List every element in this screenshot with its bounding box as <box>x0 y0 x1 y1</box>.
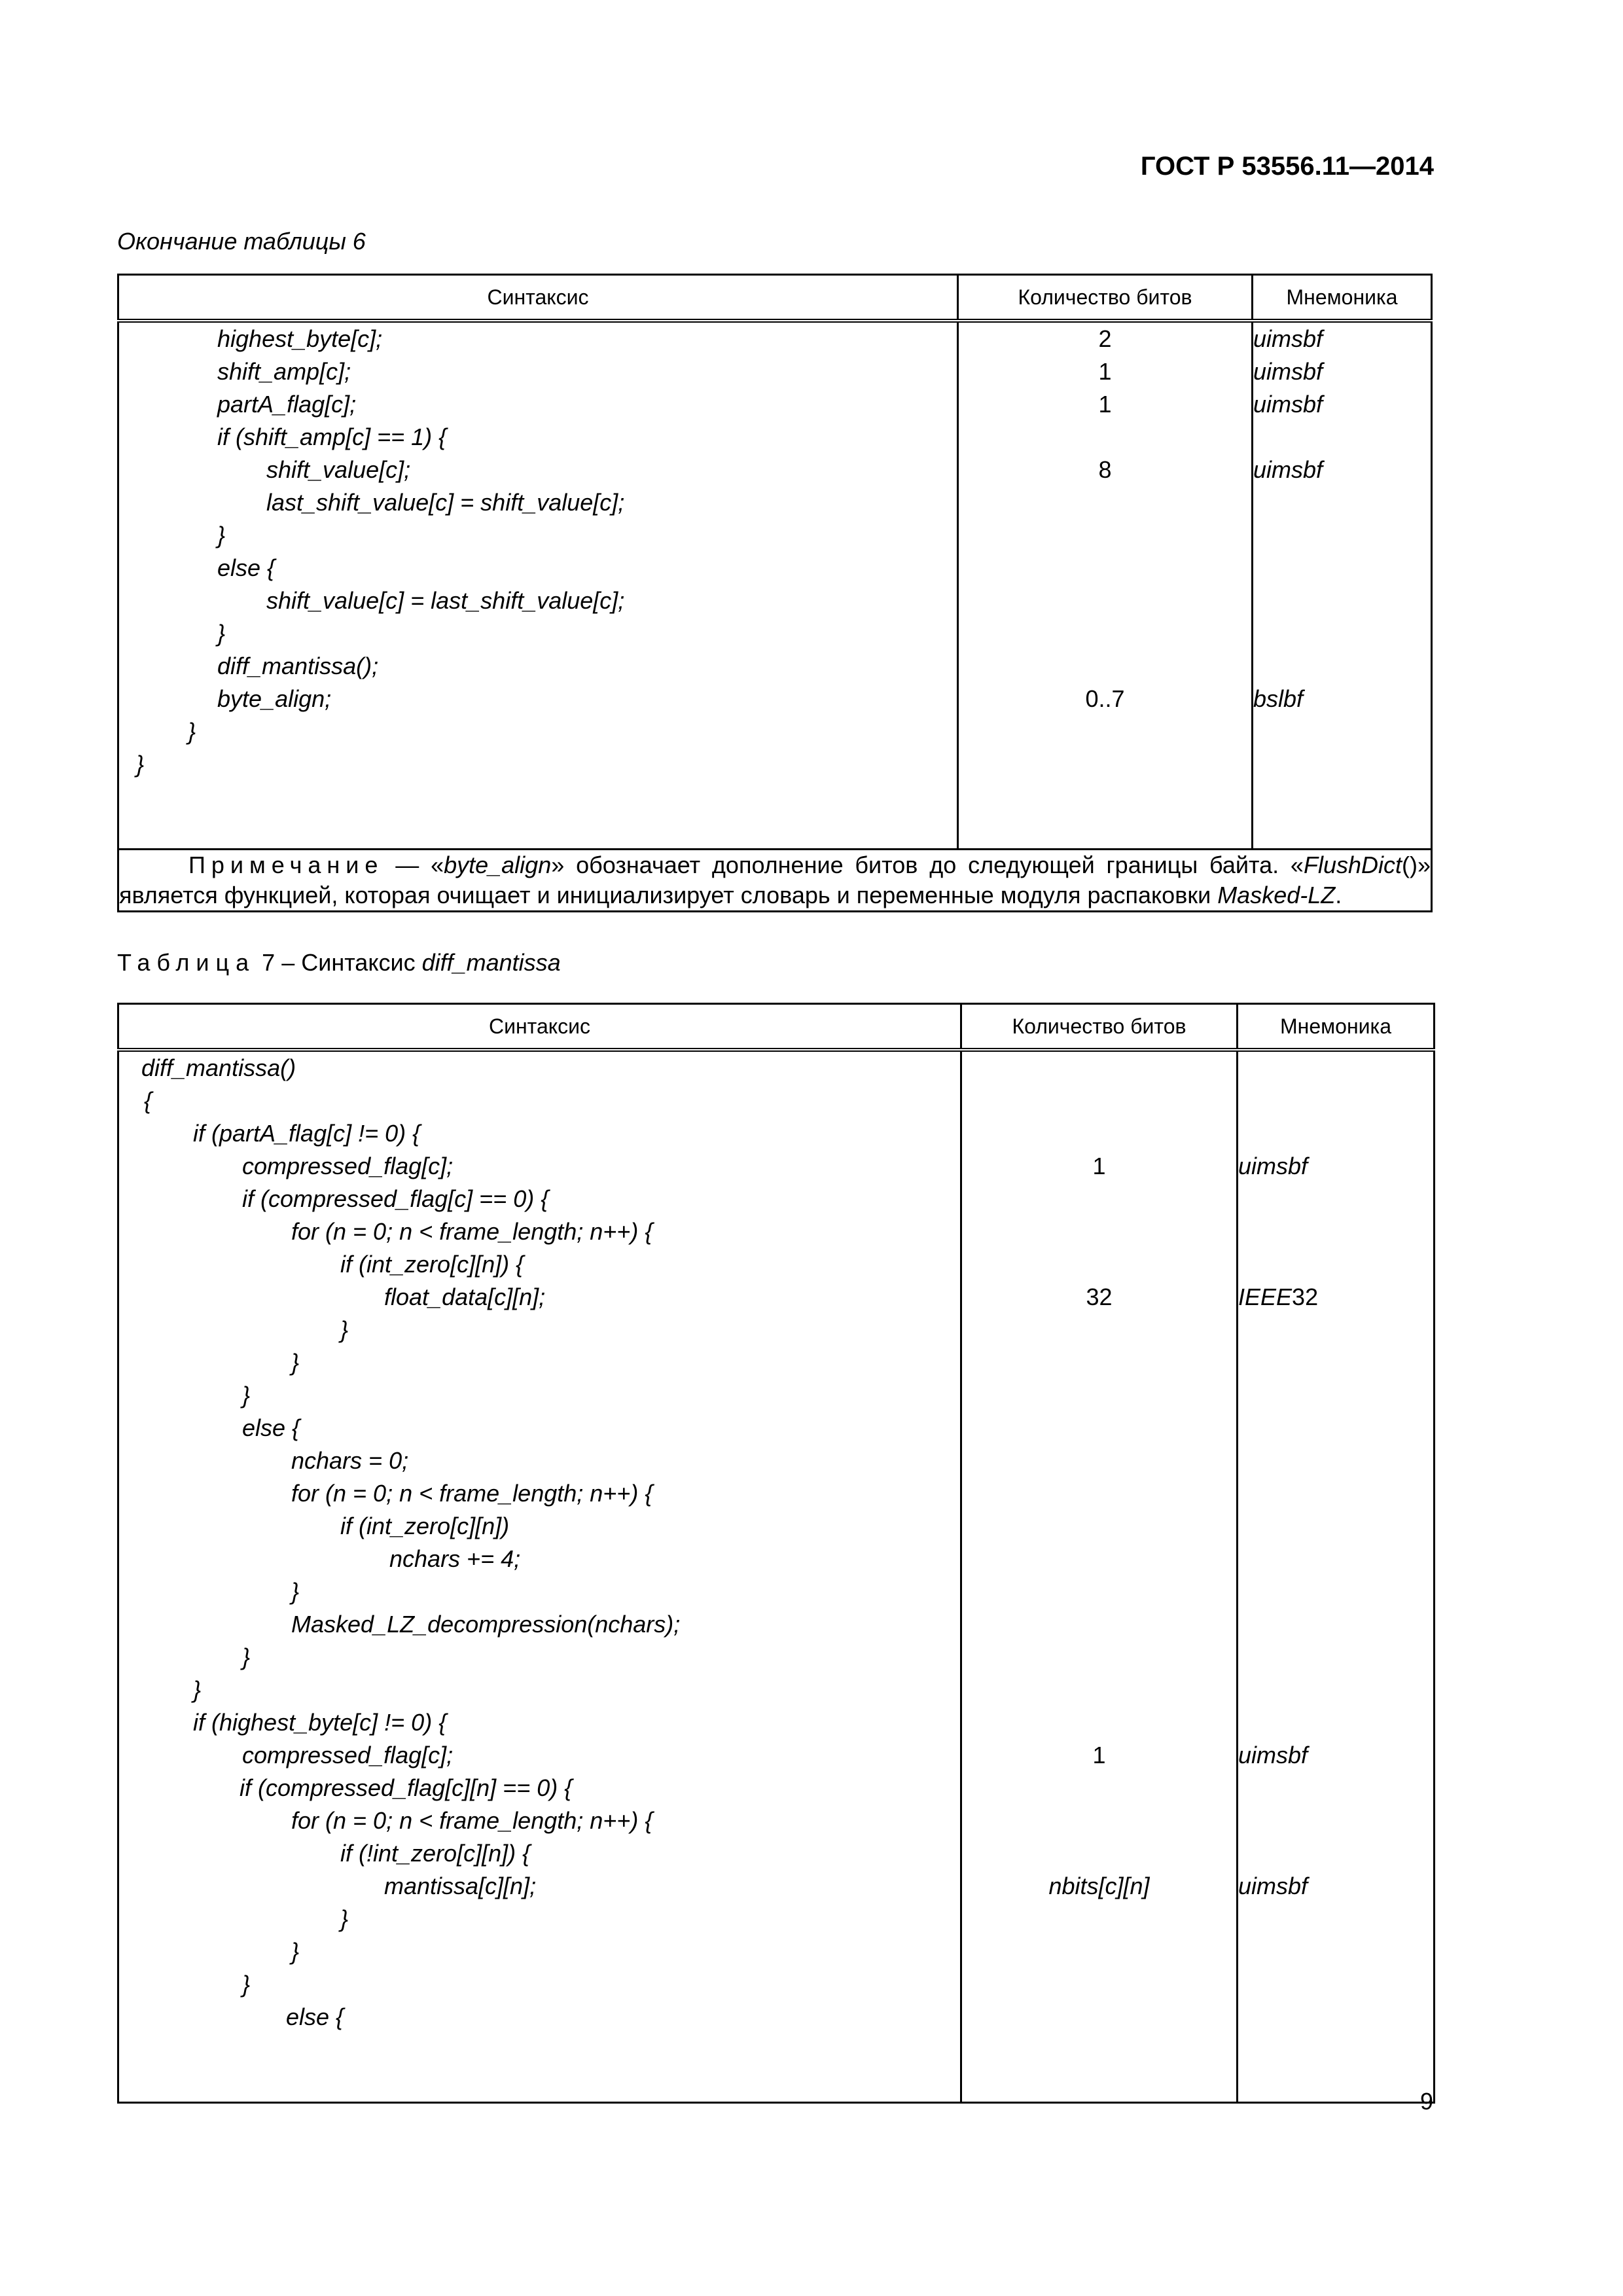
bits-cell <box>962 1379 1236 1412</box>
code-line: shift_value[c]; <box>266 456 411 483</box>
code-line: partA_flag[c]; <box>217 391 357 418</box>
code-line: shift_value[c] = last_shift_value[c]; <box>266 587 625 614</box>
bits-cell <box>959 421 1251 454</box>
mnemonic-cell <box>1238 1968 1433 2001</box>
bits-cell <box>962 1183 1236 1215</box>
col-header-mnemonic: Мнемоника <box>1253 275 1432 321</box>
bits-cell: 0..7 <box>1085 685 1125 712</box>
bits-cell: 1 <box>1098 391 1112 418</box>
bits-cell <box>959 748 1251 781</box>
bits-cell <box>962 1903 1236 1935</box>
code-line: last_shift_value[c] = shift_value[c]; <box>266 489 625 516</box>
code-line: } <box>217 620 226 647</box>
bits-cell <box>962 1772 1236 1804</box>
bits-cell <box>962 1674 1236 1706</box>
mnemonic-cell <box>1238 1052 1433 1085</box>
syntax-column <box>118 321 958 850</box>
code-line: else { <box>286 2003 344 2030</box>
code-line: compressed_flag[c]; <box>242 1742 454 1768</box>
code-line: } <box>340 1316 349 1343</box>
mnemonic-cell <box>1238 1706 1433 1739</box>
code-line: } <box>242 1971 251 1998</box>
mnemonic-cell <box>1238 1903 1433 1935</box>
col-header-mnemonic: Мнемоника <box>1238 1004 1435 1050</box>
bits-cell <box>962 1804 1236 1837</box>
mnemonic-cell <box>1238 1183 1433 1215</box>
table-note <box>118 850 1432 912</box>
bits-cell <box>962 2001 1236 2034</box>
code-line: if (!int_zero[c][n]) { <box>340 1840 531 1867</box>
mnemonic-cell <box>1238 1543 1433 1575</box>
code-line: } <box>188 718 196 745</box>
mnemonic-cell: uimsbf <box>1253 325 1323 352</box>
note-term: Masked-LZ <box>1217 882 1336 908</box>
bits-cell: 32 <box>1086 1283 1113 1310</box>
bits-column <box>958 321 1253 850</box>
mnemonic-cell <box>1238 1674 1433 1706</box>
col-header-syntax: Синтаксис <box>118 275 958 321</box>
col-header-syntax: Синтаксис <box>118 1004 961 1050</box>
bits-cell <box>962 1510 1236 1543</box>
bits-cell: 1 <box>1092 1153 1106 1179</box>
code-line: nchars += 4; <box>389 1545 521 1572</box>
code-line: } <box>242 1382 251 1408</box>
table7-caption-label: Таблица <box>117 949 256 976</box>
bits-cell <box>959 715 1251 748</box>
bits-cell <box>962 1575 1236 1608</box>
bits-cell <box>959 519 1251 552</box>
mnemonic-cell <box>1253 715 1431 748</box>
mnemonic-cell <box>1253 486 1431 519</box>
code-line: { <box>144 1087 152 1114</box>
mnemonic-cell <box>1238 1837 1433 1870</box>
bits-column <box>961 1050 1238 2103</box>
bits-cell: 1 <box>1092 1742 1106 1768</box>
mnemonic-cell <box>1238 1608 1433 1641</box>
bits-cell: nbits[c][n] <box>1048 1873 1150 1899</box>
mnemonic-cell <box>1253 421 1431 454</box>
table7-caption <box>117 949 561 977</box>
code-line: if (compressed_flag[c] == 0) { <box>242 1185 549 1212</box>
mnemonic-cell <box>1238 1379 1433 1412</box>
mnemonic-cell <box>1253 617 1431 650</box>
document-header: ГОСТ Р 53556.11—2014 <box>1140 152 1434 181</box>
mnemonic-cell <box>1253 584 1431 617</box>
bits-cell <box>962 1477 1236 1510</box>
code-line: diff_mantissa() <box>141 1054 296 1081</box>
code-line: highest_byte[c]; <box>217 325 383 352</box>
bits-cell <box>962 1052 1236 1085</box>
bits-cell <box>962 1935 1236 1968</box>
code-line: if (shift_amp[c] == 1) { <box>217 423 447 450</box>
note-text: . <box>1335 882 1342 908</box>
note-term: byte_align <box>444 852 552 878</box>
bits-cell <box>959 617 1251 650</box>
note-text: — « <box>383 852 444 878</box>
code-line: } <box>136 751 145 778</box>
mnemonic-cell <box>1253 748 1431 781</box>
code-line: if (highest_byte[c] != 0) { <box>193 1709 447 1736</box>
code-line: shift_amp[c]; <box>217 358 351 385</box>
mnemonic-cell <box>1238 1804 1433 1837</box>
mnemonic-cell <box>1238 1412 1433 1444</box>
mnemonic-cell <box>1238 1935 1433 1968</box>
table6-syntax <box>117 274 1433 912</box>
mnemonic-cell <box>1253 650 1431 683</box>
code-line: } <box>291 1578 300 1605</box>
bits-cell <box>962 1314 1236 1346</box>
mnemonic-cell: uimsbf <box>1238 1873 1308 1899</box>
bits-cell <box>962 1412 1236 1444</box>
bits-cell <box>962 1215 1236 1248</box>
bits-cell: 2 <box>1098 325 1112 352</box>
bits-cell <box>959 584 1251 617</box>
mnemonic-cell <box>1238 2001 1433 2034</box>
bits-cell <box>962 1085 1236 1117</box>
note-label: Примечание <box>188 852 384 878</box>
mnemonic-cell <box>1238 1477 1433 1510</box>
bits-cell <box>962 1706 1236 1739</box>
code-line: } <box>291 1938 300 1965</box>
mnemonic-cell <box>1238 1772 1433 1804</box>
bits-cell <box>962 1608 1236 1641</box>
table7-caption-number: 7 – Синтаксис <box>262 949 416 976</box>
bits-cell <box>959 650 1251 683</box>
page-number: 9 <box>1419 2088 1433 2115</box>
bits-cell <box>962 1968 1236 2001</box>
bits-cell <box>962 1346 1236 1379</box>
mnemonic-cell: uimsbf <box>1253 456 1323 483</box>
bits-cell <box>962 1117 1236 1150</box>
bits-cell <box>959 552 1251 584</box>
mnemonic-cell <box>1238 1248 1433 1281</box>
code-line: Masked_LZ_decompression(nchars); <box>291 1611 681 1638</box>
mnemonic-column <box>1253 321 1432 850</box>
code-line: if (partA_flag[c] != 0) { <box>193 1120 421 1147</box>
code-line: if (int_zero[c][n]) { <box>340 1251 524 1278</box>
col-header-bits: Количество битов <box>958 275 1253 321</box>
mnemonic-cell: IEEE32 <box>1238 1283 1319 1310</box>
code-line: diff_mantissa(); <box>217 653 379 679</box>
code-line: } <box>340 1905 349 1932</box>
mnemonic-cell <box>1238 1641 1433 1674</box>
mnemonic-cell <box>1238 1085 1433 1117</box>
code-line: nchars = 0; <box>291 1447 409 1474</box>
code-line: else { <box>217 554 276 581</box>
code-line: byte_align; <box>217 685 332 712</box>
code-line: float_data[c][n]; <box>384 1283 546 1310</box>
code-line: compressed_flag[c]; <box>242 1153 454 1179</box>
mnemonic-cell: uimsbf <box>1253 391 1323 418</box>
note-term: FlushDict <box>1303 852 1402 878</box>
bits-cell: 1 <box>1098 358 1112 385</box>
note-text: » обозначает дополнение битов до следующей границы байта. « <box>551 852 1304 878</box>
mnemonic-cell <box>1238 1346 1433 1379</box>
code-line: else { <box>242 1414 300 1441</box>
mnemonic-cell: uimsbf <box>1253 358 1323 385</box>
mnemonic-cell <box>1238 1215 1433 1248</box>
mnemonic-cell <box>1253 519 1431 552</box>
code-line: } <box>291 1349 300 1376</box>
mnemonic-cell <box>1238 1510 1433 1543</box>
code-line: if (int_zero[c][n]) <box>340 1513 510 1539</box>
syntax-column <box>118 1050 961 2103</box>
bits-cell: 8 <box>1098 456 1112 483</box>
note-text: ()» является функцией, которая очищает и инициализирует словарь и переменные модуля распаковки <box>119 852 1431 908</box>
bits-cell <box>962 1641 1236 1674</box>
table7-caption-term: diff_mantissa <box>421 949 561 976</box>
code-line: } <box>193 1676 202 1703</box>
code-line: if (compressed_flag[c][n] == 0) { <box>240 1774 573 1801</box>
code-line: for (n = 0; n < frame_length; n++) { <box>291 1218 653 1245</box>
mnemonic-cell <box>1238 1117 1433 1150</box>
mnemonic-cell <box>1238 1314 1433 1346</box>
col-header-bits: Количество битов <box>961 1004 1238 1050</box>
mnemonic-cell: uimsbf <box>1238 1153 1308 1179</box>
bits-cell <box>959 486 1251 519</box>
bits-cell <box>962 1248 1236 1281</box>
mnemonic-cell: bslbf <box>1253 685 1304 712</box>
mnemonic-cell: uimsbf <box>1238 1742 1308 1768</box>
bits-cell <box>962 1543 1236 1575</box>
code-line: for (n = 0; n < frame_length; n++) { <box>291 1807 653 1834</box>
code-line: for (n = 0; n < frame_length; n++) { <box>291 1480 653 1507</box>
code-line: mantissa[c][n]; <box>384 1873 537 1899</box>
code-line: } <box>217 522 226 548</box>
table7-syntax <box>117 1003 1435 2104</box>
bits-cell <box>962 1837 1236 1870</box>
table6-caption: Окончание таблицы 6 <box>117 228 366 255</box>
bits-cell <box>962 1444 1236 1477</box>
code-line: } <box>242 1643 251 1670</box>
mnemonic-cell <box>1238 1575 1433 1608</box>
mnemonic-column <box>1238 1050 1435 2103</box>
mnemonic-cell <box>1253 552 1431 584</box>
mnemonic-cell <box>1238 1444 1433 1477</box>
